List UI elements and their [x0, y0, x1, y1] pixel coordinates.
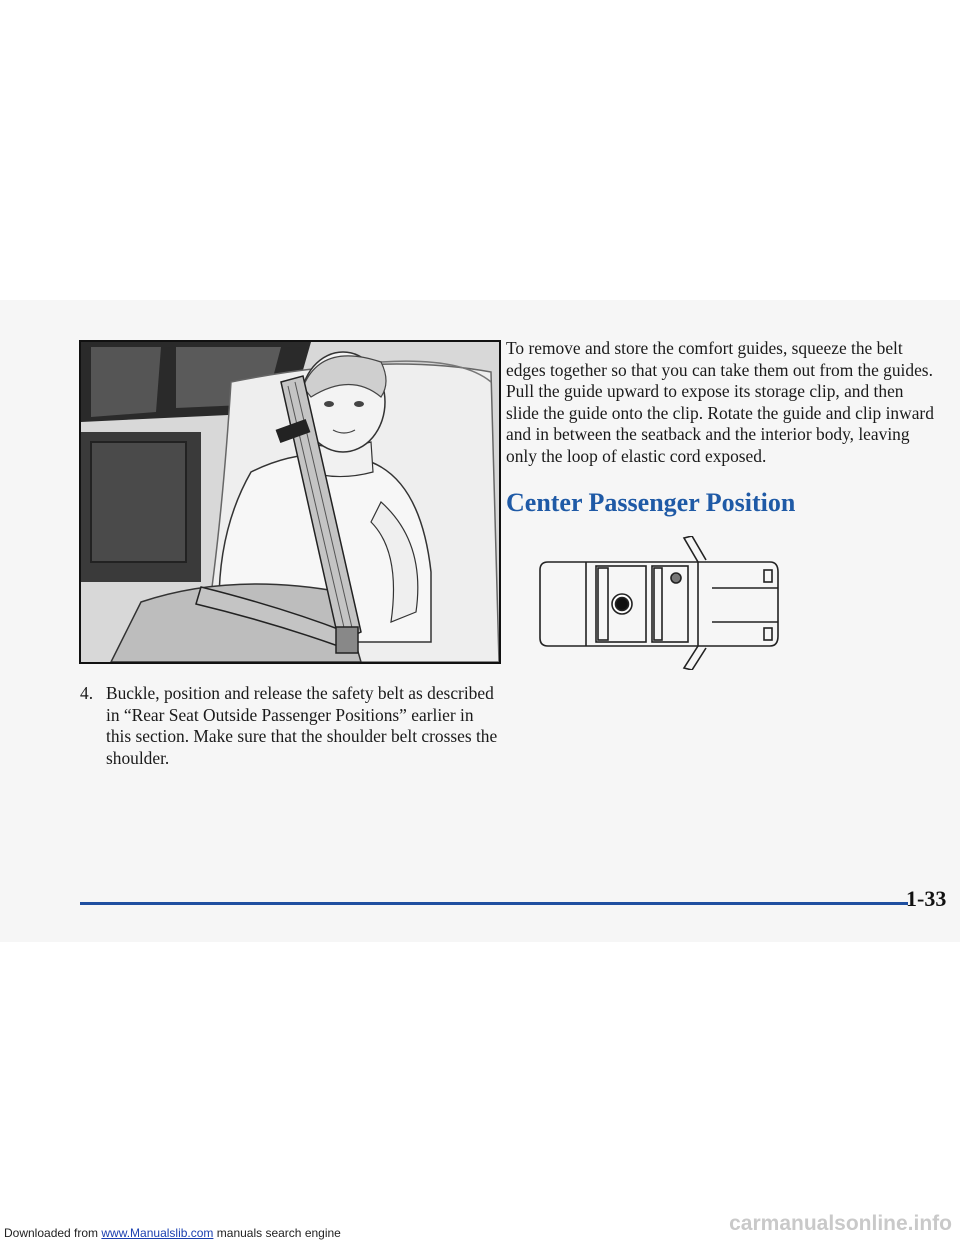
download-suffix: manuals search engine — [213, 1226, 341, 1240]
site-watermark: carmanualsonline.info — [729, 1212, 952, 1235]
section-heading: Center Passenger Position — [506, 488, 796, 517]
step-number: 4. — [80, 683, 94, 703]
manualslib-link[interactable]: www.Manualslib.com — [101, 1226, 214, 1240]
step-text: Buckle, position and release the safety belt as described in “Rear Seat Outside Passenger Positions” earlier in this section. Make sure that the shoulder belt crosses the shoulder. — [106, 683, 498, 768]
page-number: 1-33 — [906, 886, 947, 911]
seatbelt-illustration — [79, 340, 501, 664]
seating-position-diagram — [534, 536, 784, 675]
download-footer — [4, 1226, 341, 1240]
download-prefix: Downloaded from — [4, 1226, 102, 1240]
instruction-step — [80, 683, 500, 769]
comfort-guide-storage-paragraph: To remove and store the comfort guides, squeeze the belt edges together so that you can take them out from the guides. Pull the guide upward to expose its storage clip, and then slide the guide onto the clip. Rotate the guide and clip inward and in between the seatback and the interior body, leaving only the loop of elastic cord exposed. — [506, 338, 934, 466]
footer-rule — [80, 902, 908, 905]
